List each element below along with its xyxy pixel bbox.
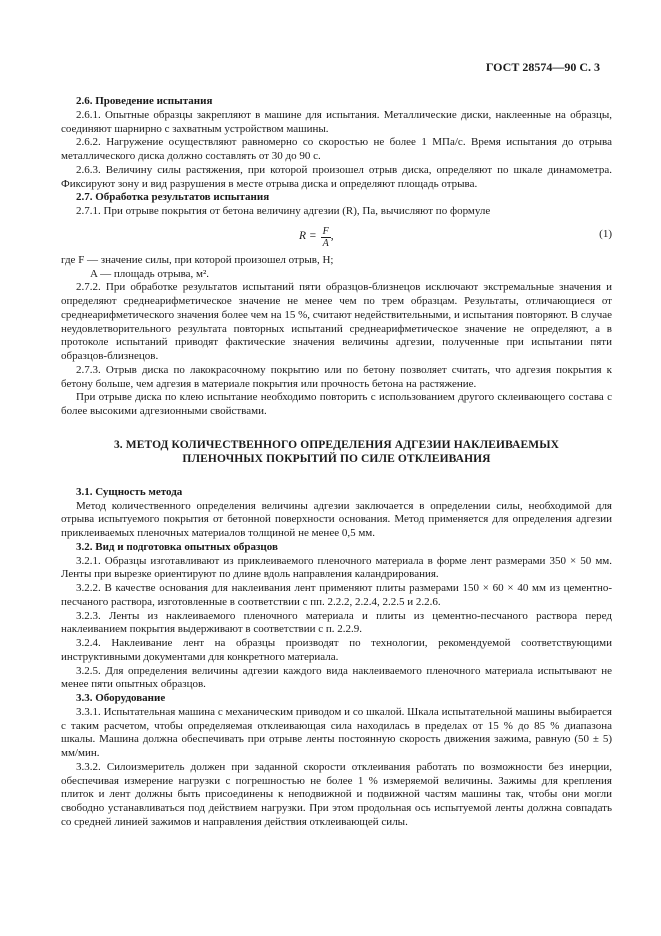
formula-lhs: R = bbox=[299, 230, 317, 243]
heading-3-2: 3.2. Вид и подготовка опытных образцов bbox=[76, 540, 278, 553]
formula-number: (1) bbox=[599, 227, 612, 240]
section-3-title bbox=[61, 438, 612, 466]
formula-legend-area: A — площадь отрыва, м². bbox=[90, 267, 210, 280]
paragraph-3-2-4: 3.2.4. Наклеивание лент на образцы производят по технологии, рекомендуемой соответствующими инструктивными документами для конкретного материала. bbox=[61, 637, 612, 663]
paragraph-2-6-3: 2.6.3. Величину силы растяжения, при которой произошел отрыв диска, определяют по шкале динамометра. Фиксируют зону и вид разрушения в месте отрыва диска и определяют площадь отрыва. bbox=[61, 163, 612, 190]
formula-numerator: F bbox=[322, 225, 329, 237]
heading-2-7: 2.7. Обработка результатов испытания bbox=[76, 191, 270, 204]
page-header: ГОСТ 28574—90 С. 3 bbox=[485, 60, 600, 74]
paragraph-2-7-3: 2.7.3. Отрыв диска по лакокрасочному покрытию или по бетону позволяет считать, что адгезия покрытия к бетону больше, чем адгезия в материале покрытия или прочность бетона на растяжение. bbox=[61, 363, 612, 390]
paragraph-3-2-2: 3.2.2. В качестве основания для наклеивания лент применяют плиты размерами 150 × 60 × 40 мм из цементно-песчаного раствора, изготовленные в соответствии с пп. 2.2.2, 2.2.4, 2.2.5 и 2.2.6. bbox=[61, 582, 612, 608]
formula-denominator: A bbox=[322, 237, 329, 249]
paragraph-3-3-2: 3.3.2. Силоизмеритель должен при заданной скорости отклеивания работать по возможности без инерции, обеспечивая измерение нагрузки с погрешностью не более 1 % измеряемой величины. Зажимы для крепления плиток и лент должны быть присоединены к неподвижной и подвижной частям машины так, чтобы они могли свободно устанавливаться под действием нагрузки. При этом продольная ось испытуемой ленты должна совпадать со средней линией зажимов и направления действия отклеивающей силы. bbox=[61, 760, 612, 828]
heading-2-6: 2.6. Проведение испытания bbox=[76, 95, 213, 107]
paragraph-2-7-1: 2.7.1. При отрыве покрытия от бетона величину адгезии (R), Па, вычисляют по формуле bbox=[76, 205, 491, 217]
heading-3-1: 3.1. Сущность метода bbox=[76, 485, 183, 498]
paragraph-2-7-2: 2.7.2. При обработке результатов испытаний пяти образцов-близнецов исключают экстремальные значения и определяют среднеарифметическое значение не менее чем по трем образцам. Результаты, отличающиеся от среднеарифметического значения более чем на 15 %, считают недействительными, и испытания повторяют. В случае неудовлетворительного результата повторных испытаний среднеарифметическое значение не определяют, а в протоколе испытаний приводят фактические значения величины адгезии, полученные при испытании пяти образцов-близнецов. bbox=[61, 281, 612, 362]
document-body bbox=[61, 95, 612, 830]
formula-expression bbox=[299, 226, 334, 249]
heading-3-3: 3.3. Оборудование bbox=[76, 692, 166, 704]
paragraph-3-2-1: 3.2.1. Образцы изготавливают из приклеиваемого пленочного материала в форме лент размерами 350 × 50 мм. Ленты при вырезке ориентируют по длине вдоль направления каландрирования. bbox=[61, 554, 612, 581]
formula-1 bbox=[61, 222, 612, 252]
formula-comma: , bbox=[330, 230, 334, 243]
paragraph-2-6-1: 2.6.1. Опытные образцы закрепляют в машине для испытания. Металлические диски, наклеенные на образцы, соединяют шарнирно с захватным устройством машины. bbox=[61, 108, 612, 135]
paragraph-2-7-3-cont: При отрыве диска по клею испытание необходимо повторить с использованием другого склеивающего состава с более высокими адгезионными свойствами. bbox=[61, 391, 612, 417]
paragraph-3-3-1: 3.3.1. Испытательная машина с механическим приводом и со шкалой. Шкала испытательной машины выбирается с таким расчетом, чтобы определяемая отклеивающая сила находилась в пределах от 15 % до 85 % диапазона шкалы. Машина должна обеспечивать при отрыве ленты постоянную скорость движения зажима, равную (50 ± 5) мм/мин. bbox=[61, 705, 612, 759]
paragraph-2-6-2: 2.6.2. Нагружение осуществляют равномерно со скоростью не более 1 МПа/с. Время испытания до отрыва металлического диска должно составлять от 30 до 90 с. bbox=[61, 136, 612, 162]
formula-legend-force: где F — значение силы, при которой произошел отрыв, Н; bbox=[61, 253, 334, 266]
section-3-title-line-2: ПЛЕНОЧНЫХ ПОКРЫТИЙ ПО СИЛЕ ОТКЛЕИВАНИЯ bbox=[182, 452, 491, 465]
paragraph-3-2-5: 3.2.5. Для определения величины адгезии каждого вида наклеиваемого пленочного материала испытывают не менее пяти опытных образцов. bbox=[61, 664, 612, 691]
paragraph-3-1: Метод количественного определения величины адгезии заключается в определении силы, необходимой для отрыва испытуемого покрытия от бетонной поверхности основания. Метод применяется для определения адгезии приклеиваемых пленочных материалов толщиной не менее 0,5 мм. bbox=[61, 499, 612, 539]
formula-fraction bbox=[321, 226, 331, 249]
paragraph-3-2-3: 3.2.3. Ленты из наклеиваемого пленочного материала и плиты из цементно-песчаного раствора перед наклеиванием покрытия выдерживают в соответствии с п. 2.2.9. bbox=[61, 609, 612, 636]
section-3-title-line-1: 3. МЕТОД КОЛИЧЕСТВЕННОГО ОПРЕДЕЛЕНИЯ АДГЕЗИИ НАКЛЕИВАЕМЫХ bbox=[113, 438, 560, 451]
